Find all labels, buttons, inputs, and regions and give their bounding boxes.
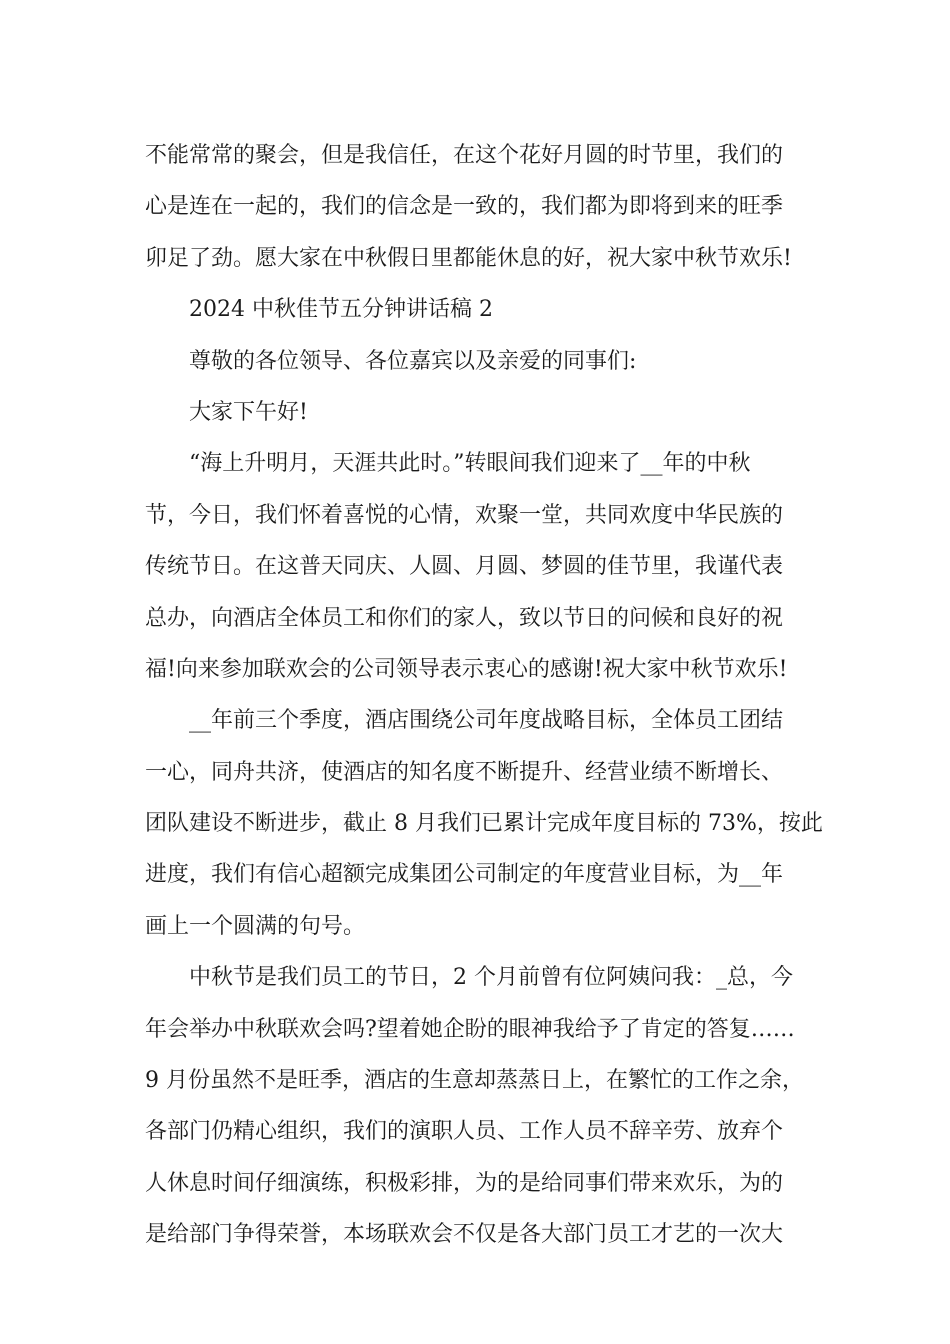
paragraph-line: 中秋节是我们员工的节日，2 个月前曾有位阿姨问我：_总，今 <box>189 965 793 991</box>
paragraph-line: 进度，我们有信心超额完成集团公司制定的年度营业目标，为__年 <box>145 862 784 888</box>
paragraph-line: 各部门仍精心组织，我们的演职人员、工作人员不辞辛劳、放弃个 <box>145 1119 784 1145</box>
section-title: 2024 中秋佳节五分钟讲话稿 2 <box>189 297 493 323</box>
paragraph-line: 传统节日。在这普天同庆、人圆、月圆、梦圆的佳节里，我谨代表 <box>145 554 784 580</box>
paragraph-line: 不能常常的聚会，但是我信任，在这个花好月圆的时节里，我们的 <box>145 143 784 168</box>
paragraph-line: 人休息时间仔细演练，积极彩排，为的是给同事们带来欢乐，为的 <box>145 1170 784 1196</box>
paragraph-line: 心是连在一起的，我们的信念是一致的，我们都为即将到来的旺季 <box>145 194 784 220</box>
paragraph-line: 节，今日，我们怀着喜悦的心情，欢聚一堂，共同欢度中华民族的 <box>145 502 784 528</box>
salutation: 尊敬的各位领导、各位嘉宾以及亲爱的同事们: <box>189 348 637 374</box>
document-body <box>145 130 823 1261</box>
paragraph-line: “海上升明月，天涯共此时。”转眼间我们迎来了__年的中秋 <box>189 451 751 477</box>
greeting: 大家下午好! <box>189 399 308 425</box>
paragraph-line: 是给部门争得荣誉，本场联欢会不仅是各大部门员工才艺的一次大 <box>145 1222 784 1248</box>
paragraph-line: 总办，向酒店全体员工和你们的家人，致以节日的问候和良好的祝 <box>145 605 784 631</box>
paragraph-line: 画上一个圆满的句号。 <box>145 913 366 939</box>
paragraph-line: 一心，同舟共济，使酒店的知名度不断提升、经营业绩不断增长、 <box>145 759 784 785</box>
paragraph-line: 团队建设不断进步，截止 8 月我们已累计完成年度目标的 73%，按此 <box>145 811 823 837</box>
paragraph-line: 福!向来参加联欢会的公司领导表示衷心的感谢!祝大家中秋节欢乐! <box>145 656 788 682</box>
paragraph-line: 卯足了劲。愿大家在中秋假日里都能休息的好，祝大家中秋节欢乐! <box>145 245 792 271</box>
paragraph-line: 9 月份虽然不是旺季，酒店的生意却蒸蒸日上，在繁忙的工作之余， <box>145 1068 804 1094</box>
paragraph-line: 年会举办中秋联欢会吗?望着她企盼的眼神我给予了肯定的答复…… <box>145 1016 795 1042</box>
paragraph-line: __年前三个季度，酒店围绕公司年度战略目标，全体员工团结 <box>189 708 784 734</box>
